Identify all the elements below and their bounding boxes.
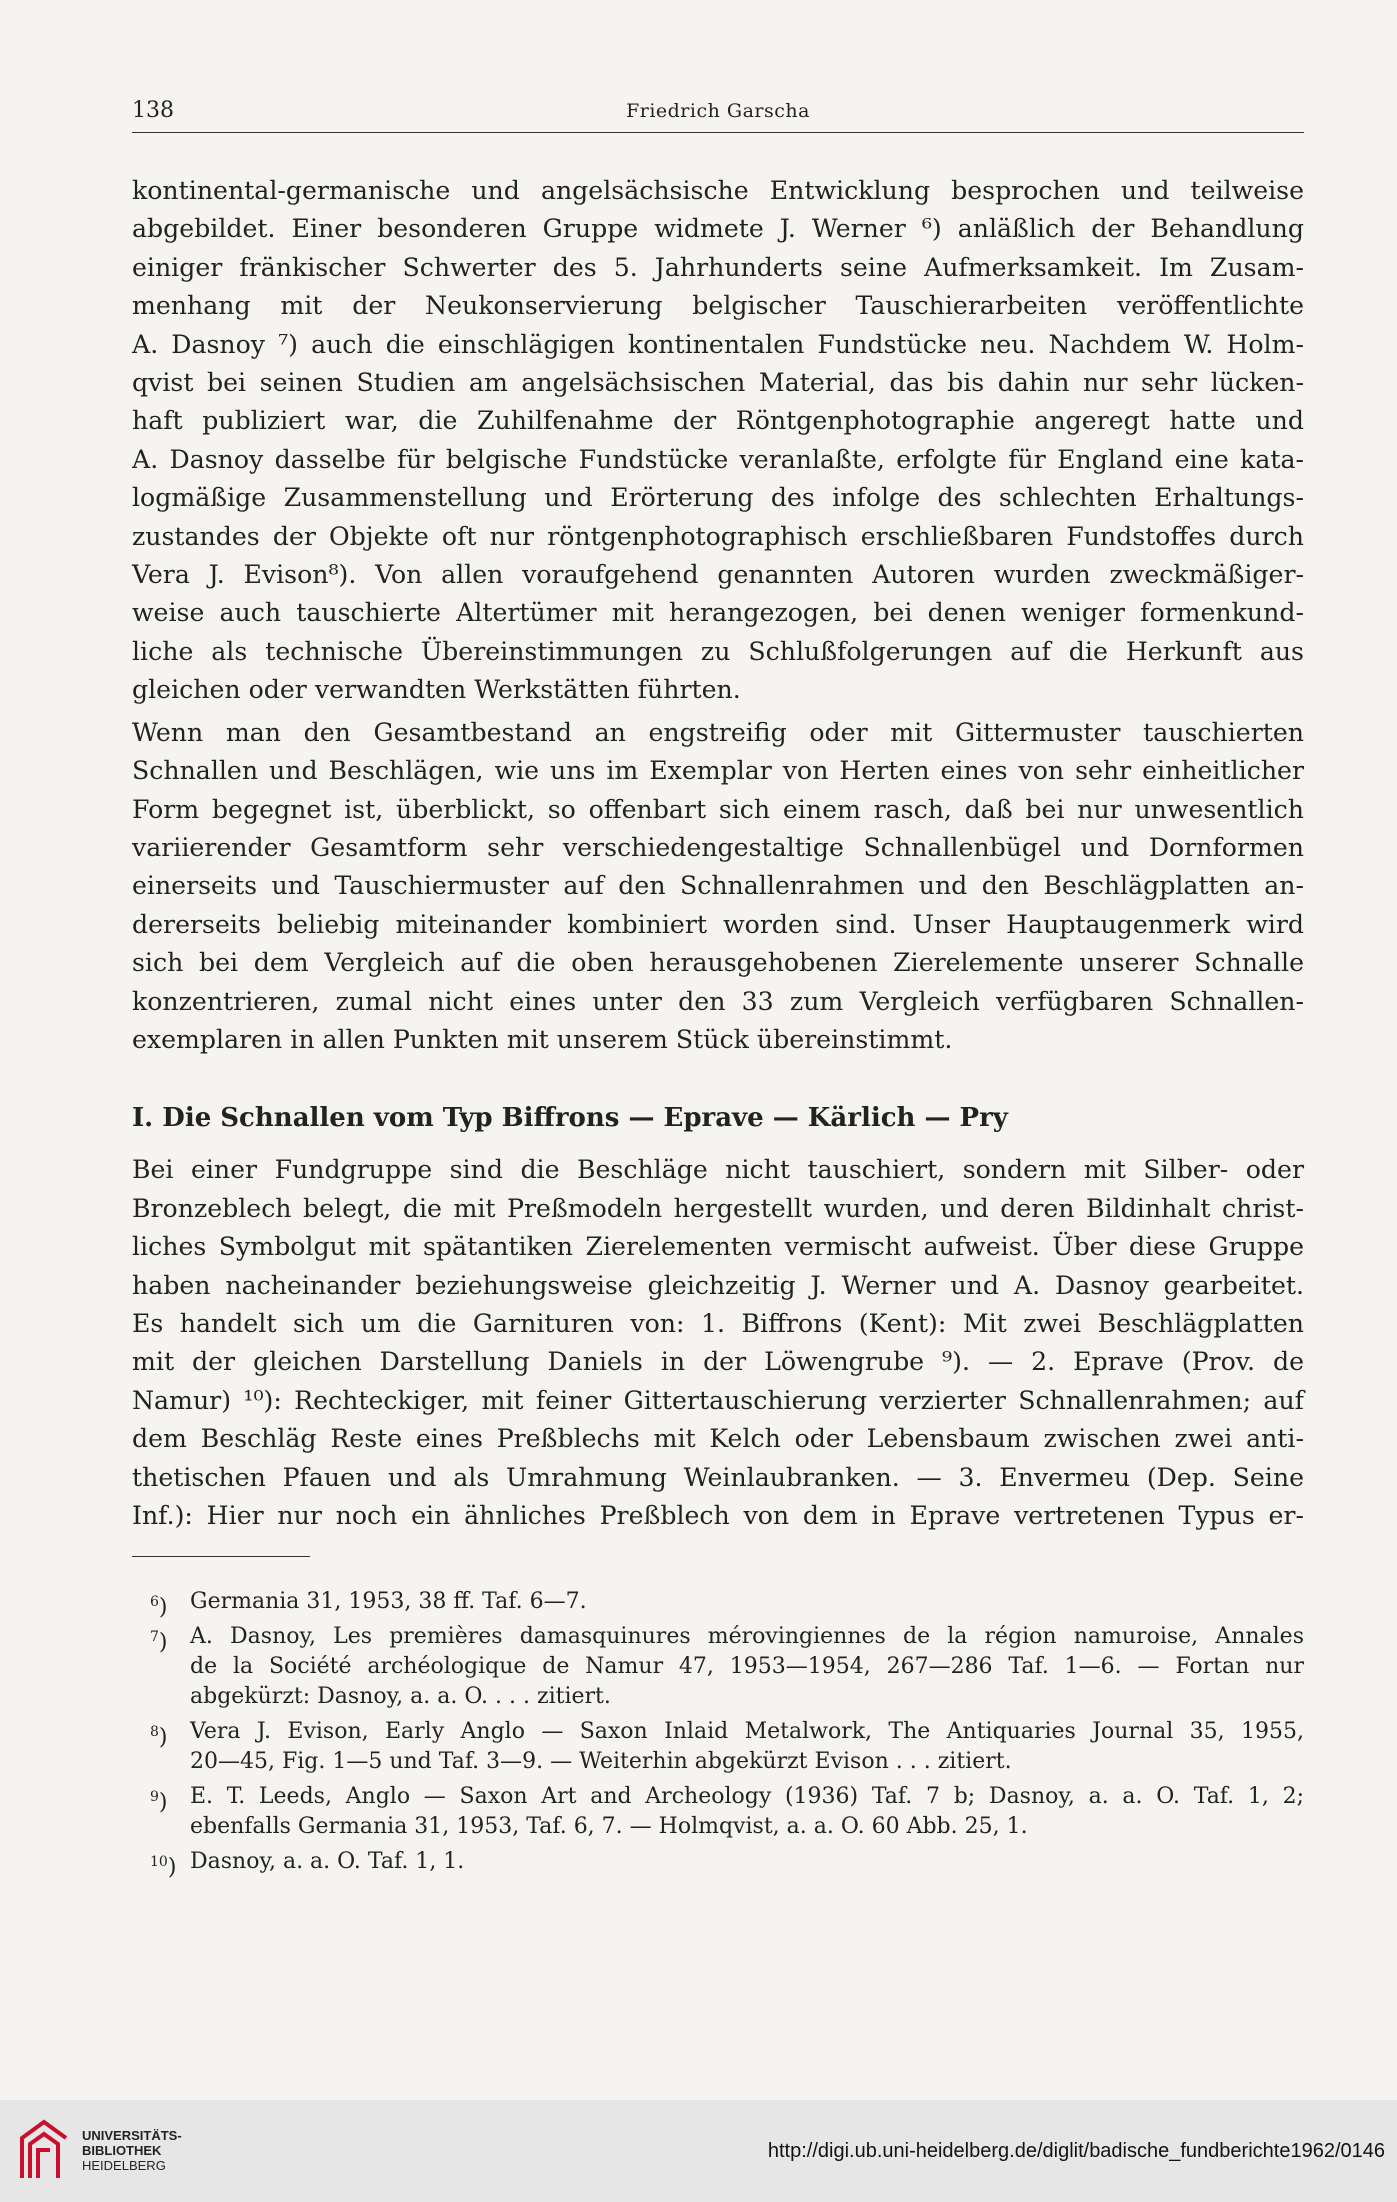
text-line: Namur) ¹⁰): Rechteckiger, mit feiner Gittertauschierung verzierter Schnallenrahmen; auf — [132, 1385, 1304, 1415]
text-line: weise auch tauschierte Altertümer mit herangezogen, bei denen weniger formenkund- — [132, 598, 1304, 628]
footnote-text: Vera J. Evison, Early Anglo — Saxon Inlaid Metalwork, The Antiquaries Journal 35, 1955, — [190, 1719, 1304, 1744]
text-line: A. Dasnoy ⁷) auch die einschlägigen kontinentalen Fundstücke neu. Nachdem W. Holm- — [132, 329, 1304, 359]
text-line: variierender Gesamtform sehr verschiedengestaltige Schnallenbügel und Dornformen — [132, 832, 1304, 862]
main-text — [132, 172, 1304, 1535]
text-line: Inf.): Hier nur noch ein ähnliches Preßblech von dem in Eprave vertretenen Typus er- — [132, 1501, 1304, 1530]
running-head: Friedrich Garscha — [626, 100, 810, 122]
text-line: dererseits beliebig miteinander kombiniert worden sind. Unser Hauptaugenmerk wird — [132, 909, 1304, 939]
footnote-8 — [132, 1717, 1304, 1777]
footnote-marker: $^7$) — [150, 1629, 168, 1655]
footnotes — [132, 1556, 1304, 1882]
footnote-7 — [132, 1622, 1304, 1712]
text-line: mit der gleichen Darstellung Daniels in der Löwengrube ⁹). — 2. Eprave (Prov. de — [132, 1347, 1304, 1377]
library-logo-icon — [14, 2116, 74, 2186]
footnote-text: abgekürzt: Dasnoy, a. a. O. . . . zitiert. — [190, 1684, 611, 1709]
text-line: sich bei dem Vergleich auf die oben herausgehobenen Zierelemente unserer Schnalle — [132, 948, 1304, 978]
footnote-marker: $^6$) — [150, 1594, 168, 1620]
footnote-text: ebenfalls Germania 31, 1953, Taf. 6, 7. — Holmqvist, a. a. O. 60 Abb. 25, 1. — [190, 1814, 1028, 1839]
footnote-text: de la Société archéologique de Namur 47, 1953—1954, 267—286 Taf. 1—6. — Fortan nur — [190, 1654, 1304, 1679]
text-line: Es handelt sich um die Garnituren von: 1. Biffrons (Kent): Mit zwei Beschlägplatten — [132, 1308, 1304, 1338]
library-name-line-1: UNIVERSITÄTS- — [82, 2128, 182, 2143]
paragraph-2 — [132, 714, 1304, 1060]
text-line: Wenn man den Gesamtbestand an engstreifig oder mit Gittermuster tauschierten — [132, 717, 1304, 747]
footnote-text: A. Dasnoy, Les premières damasquinures mérovingiennes de la région namuroise, Annales — [190, 1624, 1304, 1649]
text-line: Form begegnet ist, überblickt, so offenbart sich einem rasch, daß bei nur unwesentlich — [132, 794, 1304, 824]
text-line: logmäßige Zusammenstellung und Erörterung des infolge des schlechten Erhaltungs- — [132, 483, 1304, 513]
footnote-text: Germania 31, 1953, 38 ff. Taf. 6—7. — [190, 1589, 587, 1614]
library-name-line-2: BIBLIOTHEK — [82, 2143, 162, 2158]
text-line: gleichen oder verwandten Werkstätten führten. — [132, 675, 741, 705]
page-header — [132, 92, 1304, 133]
footnote-text: Dasnoy, a. a. O. Taf. 1, 1. — [190, 1849, 465, 1874]
text-line: kontinental-germanische und angelsächsische Entwicklung besprochen und teilweise — [132, 176, 1304, 205]
text-line: einerseits und Tauschiermuster auf den Schnallenrahmen und den Beschlägplatten an- — [132, 871, 1304, 901]
footnote-marker: $^8$) — [150, 1724, 168, 1750]
library-footer — [0, 2100, 1397, 2202]
footnote-marker: $^{10}$) — [150, 1854, 177, 1880]
library-name — [82, 2128, 182, 2173]
footnote-6 — [132, 1587, 1304, 1620]
text-line: zustandes der Objekte oft nur röntgenphotographisch erschließbaren Fundstoffes durch — [132, 521, 1304, 551]
text-line: abgebildet. Einer besonderen Gruppe widmete J. Werner ⁶) anläßlich der Behandlung — [132, 214, 1304, 244]
footnote-text: 20—45, Fig. 1—5 und Taf. 3—9. — Weiterhin abgekürzt Evison . . . zitiert. — [190, 1749, 1012, 1774]
text-line: thetischen Pfauen und als Umrahmung Weinlaubranken. — 3. Envermeu (Dep. Seine — [132, 1462, 1304, 1492]
text-line: Bei einer Fundgruppe sind die Beschläge nicht tauschiert, sondern mit Silber- oder — [132, 1155, 1304, 1185]
footnote-rule — [132, 1556, 310, 1557]
text-line: menhang mit der Neukonservierung belgischer Tauschierarbeiten veröffentlichte — [132, 291, 1304, 321]
footnote-10 — [132, 1847, 1304, 1880]
text-line: einiger fränkischer Schwerter des 5. Jahrhunderts seine Aufmerksamkeit. Im Zusam- — [132, 252, 1304, 282]
paragraph-1 — [132, 172, 1304, 710]
text-line: haben nacheinander beziehungsweise gleichzeitig J. Werner und A. Dasnoy gearbeitet. — [132, 1270, 1304, 1300]
text-line: Vera J. Evison⁸). Von allen voraufgehend genannten Autoren wurden zweckmäßiger- — [132, 560, 1304, 590]
text-line: qvist bei seinen Studien am angelsächsischen Material, das bis dahin nur sehr lücken- — [132, 368, 1304, 398]
page-number: 138 — [132, 98, 174, 123]
section-heading: I. Die Schnallen vom Typ Biffrons — Eprave — Kärlich — Pry — [132, 1103, 1008, 1134]
text-line: Bronzeblech belegt, die mit Preßmodeln hergestellt wurden, und deren Bildinhalt christ- — [132, 1193, 1304, 1223]
text-line: konzentrieren, zumal nicht eines unter den 33 zum Vergleich verfügbaren Schnallen- — [132, 986, 1304, 1016]
text-line: haft publiziert war, die Zuhilfenahme der Röntgenphotographie angeregt hatte und — [132, 406, 1304, 436]
footnote-marker: $^9$) — [150, 1789, 168, 1815]
text-line: A. Dasnoy dasselbe für belgische Fundstücke veranlaßte, erfolgte für England eine kata- — [132, 444, 1304, 474]
source-url-link[interactable]: http://digi.ub.uni-heidelberg.de/diglit/badische_fundberichte1962/0146 — [767, 2140, 1385, 2162]
footnote-text: E. T. Leeds, Anglo — Saxon Art and Archeology (1936) Taf. 7 b; Dasnoy, a. a. O. Taf. 1, 2; — [190, 1784, 1304, 1809]
library-name-line-3: HEIDELBERG — [82, 2158, 166, 2173]
text-line: liche als technische Übereinstimmungen zu Schlußfolgerungen auf die Herkunft aus — [132, 636, 1304, 666]
text-line: dem Beschläg Reste eines Preßblechs mit Kelch oder Lebensbaum zwischen zwei anti- — [132, 1424, 1304, 1454]
footnote-9 — [132, 1782, 1304, 1842]
text-line: liches Symbolgut mit spätantiken Zierelementen vermischt aufweist. Über diese Gruppe — [132, 1232, 1304, 1262]
paragraph-3 — [132, 1151, 1304, 1535]
text-line: exemplaren in allen Punkten mit unserem Stück übereinstimmt. — [132, 1024, 953, 1054]
text-line: Schnallen und Beschlägen, wie uns im Exemplar von Herten eines von sehr einheitlicher — [132, 756, 1304, 786]
